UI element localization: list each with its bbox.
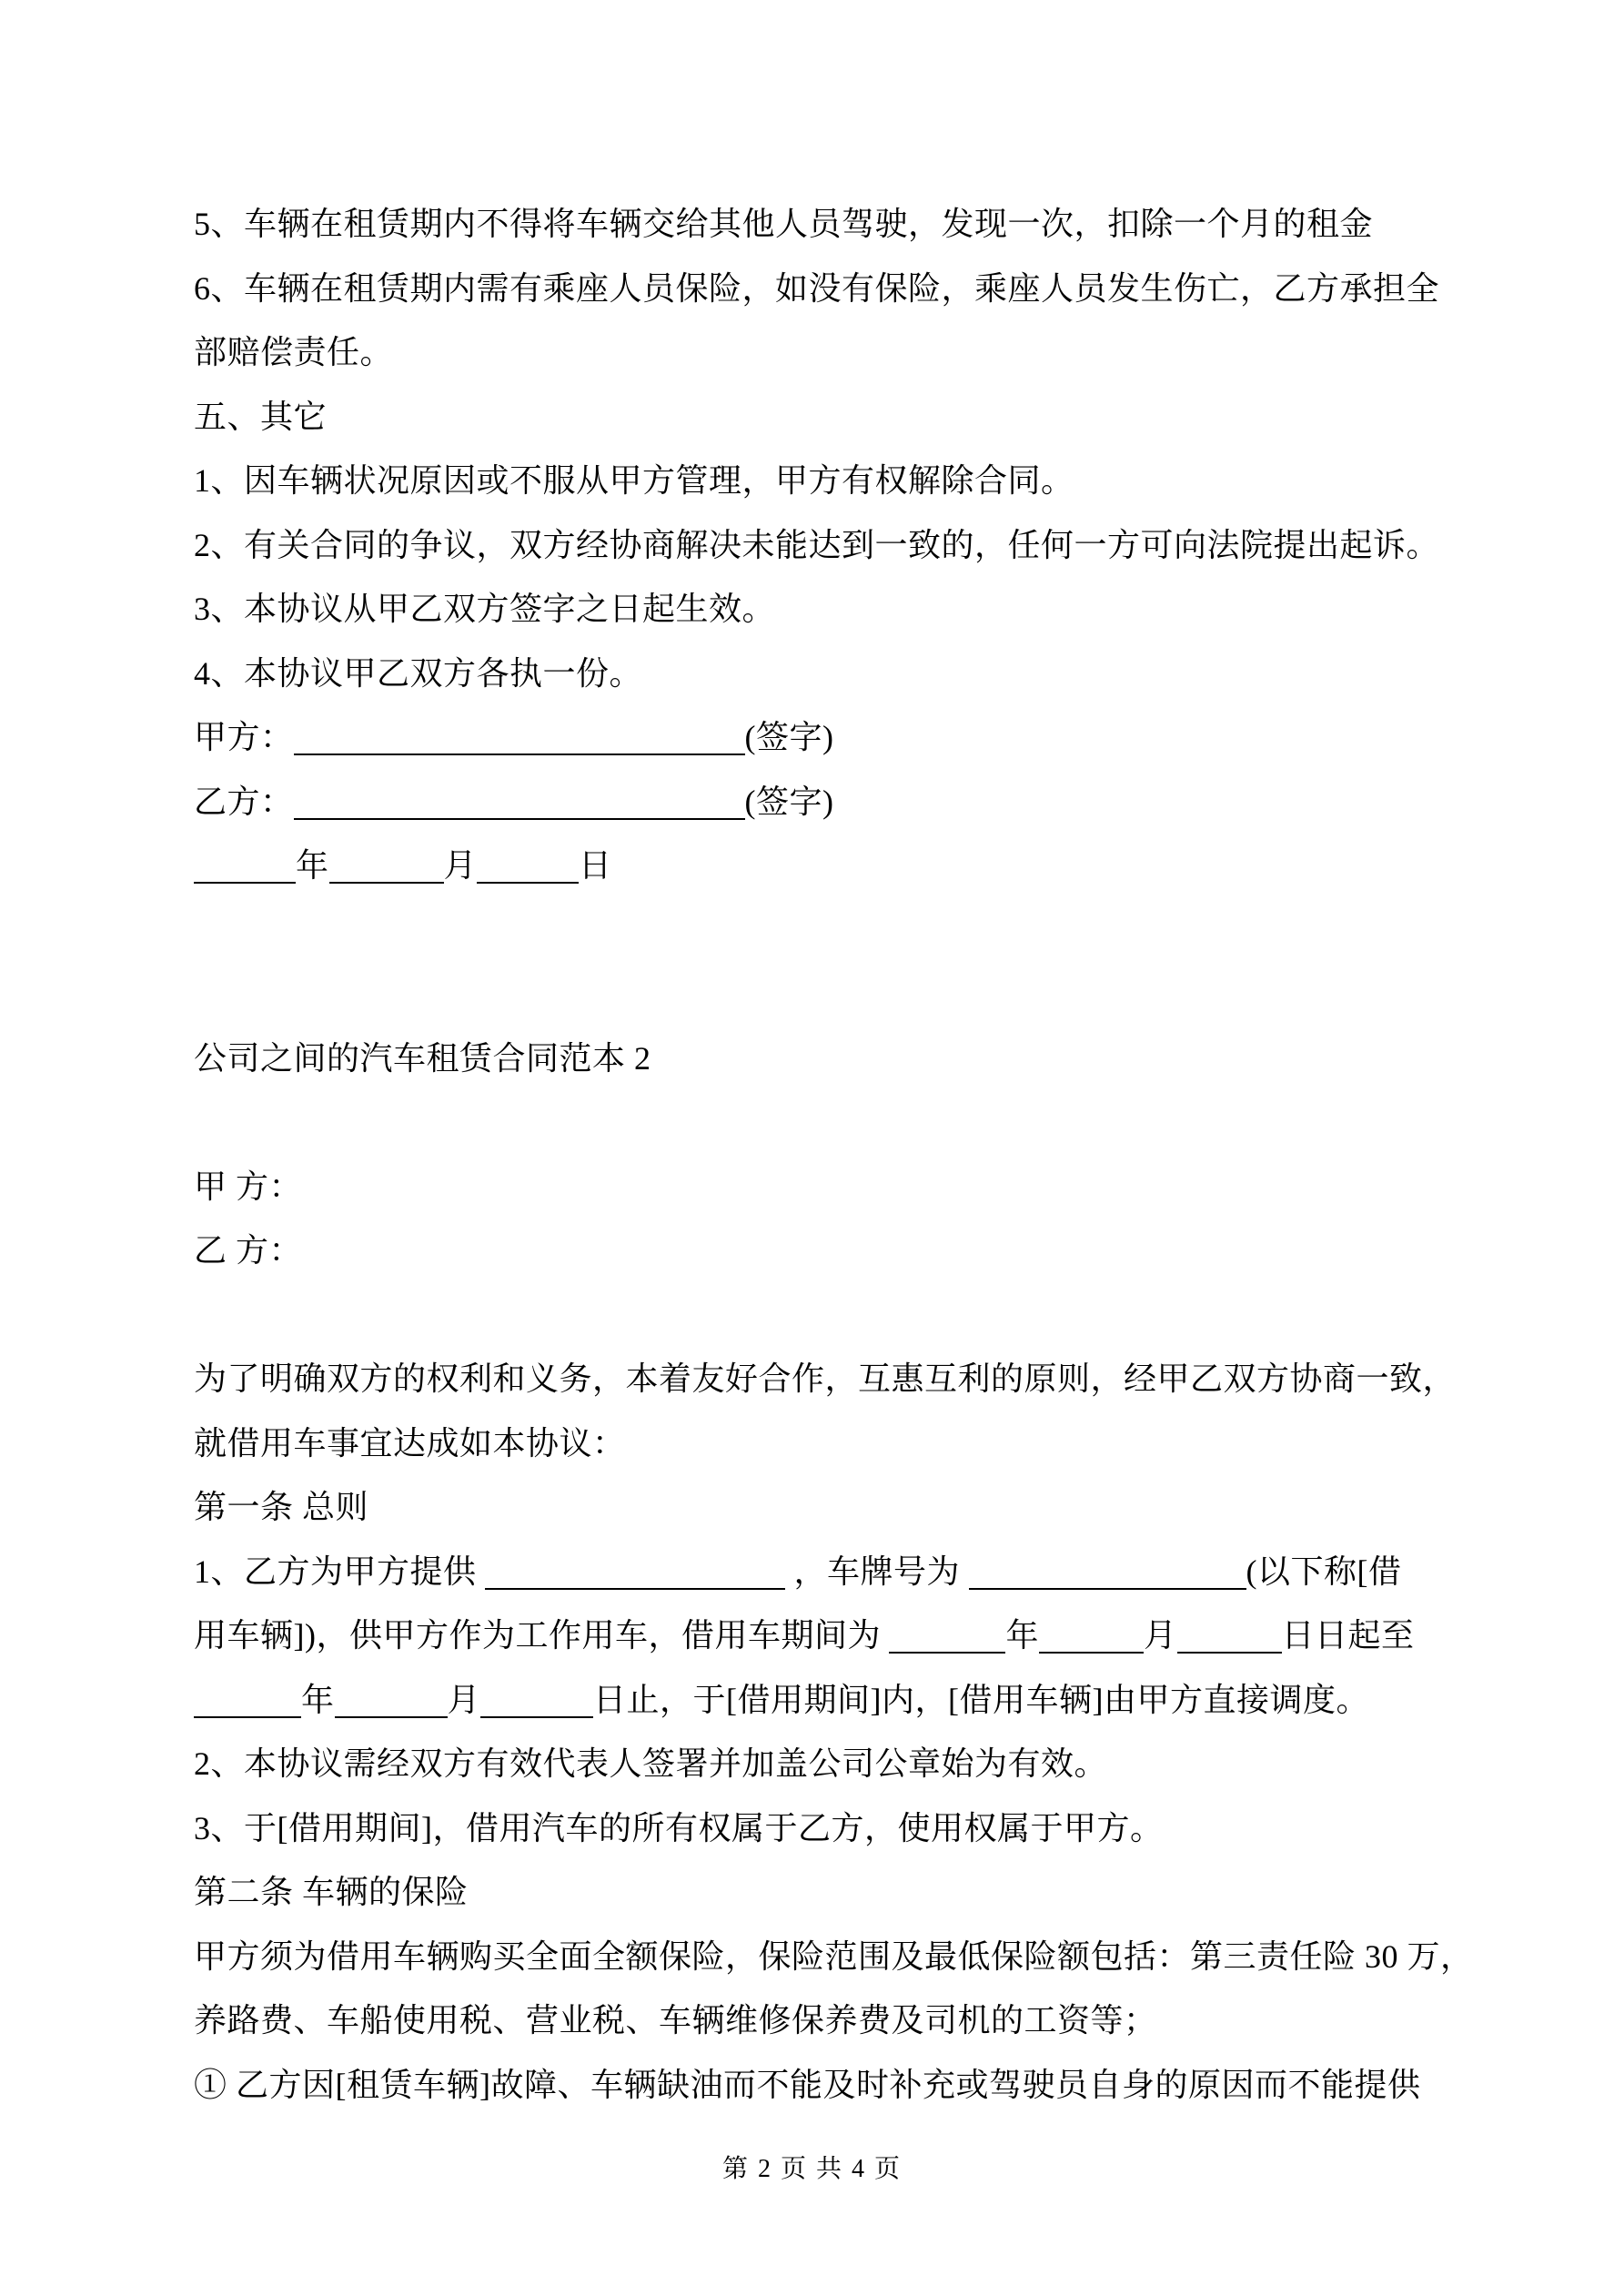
text-run: 用车辆])，供甲方作为工作用车，借用车期间为 <box>194 1617 890 1654</box>
text-run: 4、本协议甲乙双方各执一份。 <box>194 654 643 692</box>
text-run: 年 <box>301 1681 335 1718</box>
document-line <box>194 770 1513 834</box>
document-line <box>194 1732 1513 1796</box>
document-line <box>194 1603 1513 1668</box>
document-line <box>194 1347 1513 1411</box>
document-line <box>194 1668 1513 1733</box>
document-line <box>194 449 1513 513</box>
text-run: 乙方： <box>194 783 294 820</box>
fill-in-blank <box>194 1716 301 1718</box>
document-line <box>194 2053 1513 2118</box>
document-line <box>194 1796 1513 1861</box>
fill-in-blank <box>1177 1652 1282 1654</box>
text-run: 3、于[借用期间]，借用汽车的所有权属于乙方，使用权属于甲方。 <box>194 1809 1164 1846</box>
text-run: 甲 方： <box>194 1168 303 1205</box>
text-run: 2、有关合同的争议，双方经协商解决未能达到一致的，任何一方可向法院提出起诉。 <box>194 526 1440 563</box>
text-run: 养路费、车船使用税、营业税、车辆维修保养费及司机的工资等； <box>194 2002 1157 2038</box>
text-run: 6、车辆在租赁期内需有乘座人员保险，如没有保险，乘座人员发生伤亡，乙方承担全 <box>194 269 1440 307</box>
text-run: 为了明确双方的权利和义务，本着友好合作，互惠互利的原则，经甲乙双方协商一致， <box>194 1360 1457 1397</box>
text-run: 乙 方： <box>194 1232 303 1269</box>
fill-in-blank <box>889 1652 1005 1654</box>
fill-in-blank <box>294 754 745 755</box>
document-body <box>194 192 1513 2117</box>
fill-in-blank <box>335 1716 448 1718</box>
document-line <box>194 834 1513 898</box>
text-run: 月 <box>1144 1617 1177 1654</box>
text-run: 第二条 车辆的保险 <box>194 1874 469 1910</box>
text-run: (签字) <box>744 719 834 755</box>
text-run: 就借用车事宜达成如本协议： <box>194 1424 626 1462</box>
text-run: ，车牌号为 <box>785 1553 969 1590</box>
text-run: 日 <box>579 847 612 884</box>
document-line <box>194 513 1513 578</box>
document-line <box>194 1860 1513 1925</box>
document-line <box>194 577 1513 642</box>
text-run: 日止，于[借用期间]内，[借用车辆]由甲方直接调度。 <box>593 1681 1369 1718</box>
fill-in-blank <box>1039 1652 1144 1654</box>
text-run: 年 <box>1005 1617 1039 1654</box>
text-run: (以下称[借 <box>1246 1553 1402 1590</box>
text-run: 第一条 总则 <box>194 1489 369 1525</box>
text-run: 五、其它 <box>194 398 328 435</box>
document-line <box>194 1475 1513 1540</box>
text-run: 2、本协议需经双方有效代表人签署并加盖公司公章始为有效。 <box>194 1745 1108 1782</box>
text-run: 月 <box>443 847 478 884</box>
text-run: (签字) <box>744 783 834 820</box>
text-run: ① 乙方因[租赁车辆]故障、车辆缺油而不能及时补充或驾驶员自身的原因而不能提供 <box>194 2066 1421 2103</box>
document-line <box>194 1027 1513 1091</box>
fill-in-blank <box>485 1588 785 1590</box>
fill-in-blank <box>480 1716 593 1718</box>
text-run: 日日起至 <box>1281 1617 1415 1654</box>
document-line <box>194 705 1513 770</box>
text-run: 甲方： <box>194 719 294 755</box>
document-line <box>194 320 1513 385</box>
document-line <box>194 1155 1513 1219</box>
text-run: 甲方须为借用车辆购买全面全额保险，保险范围及最低保险额包括：第三责任险 30 万， <box>194 1937 1474 1975</box>
text-run: 3、本协议从甲乙双方签字之日起生效。 <box>194 591 776 627</box>
document-line <box>194 257 1513 321</box>
document-line <box>194 1925 1513 1989</box>
page-number-footer: 第 2 页 共 4 页 <box>721 2155 902 2183</box>
text-run: 1、乙方为甲方提供 <box>194 1553 486 1590</box>
document-line <box>194 1988 1513 2053</box>
document-line <box>194 1540 1513 1604</box>
document-line <box>194 1219 1513 1283</box>
document-line <box>194 642 1513 706</box>
fill-in-blank <box>329 882 444 884</box>
text-run: 月 <box>447 1681 481 1718</box>
text-run: 年 <box>296 847 329 884</box>
document-line <box>194 192 1513 257</box>
fill-in-blank <box>969 1588 1246 1590</box>
fill-in-blank <box>477 882 579 884</box>
text-run: 5、车辆在租赁期内不得将车辆交给其他人员驾驶，发现一次，扣除一个月的租金 <box>194 206 1374 242</box>
document-line <box>194 1411 1513 1476</box>
document-line <box>194 385 1513 450</box>
fill-in-blank <box>194 882 296 884</box>
fill-in-blank <box>294 818 745 820</box>
text-run: 公司之间的汽车租赁合同范本 2 <box>194 1039 651 1077</box>
text-run: 1、因车辆状况原因或不服从甲方管理，甲方有权解除合同。 <box>194 462 1074 499</box>
text-run: 部赔偿责任。 <box>194 334 394 370</box>
